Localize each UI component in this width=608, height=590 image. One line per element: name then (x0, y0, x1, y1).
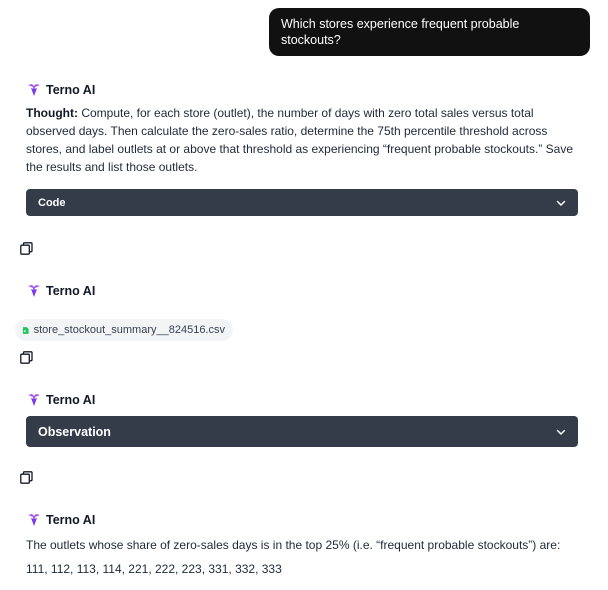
answer-text (26, 536, 596, 584)
csv-file-icon (23, 325, 29, 336)
file-name: store_stockout_summary__824516.csv (33, 324, 225, 336)
assistant-header (27, 82, 95, 98)
user-message-text: Which stores experience frequent probable stockouts? (281, 17, 520, 47)
observation-panel-toggle[interactable] (26, 416, 578, 447)
assistant-header (27, 512, 95, 528)
terno-logo-icon (27, 393, 41, 407)
assistant-name: Terno AI (46, 513, 96, 527)
assistant-header (27, 283, 95, 299)
observation-panel-label: Observation (38, 424, 111, 439)
code-panel-toggle[interactable] (26, 189, 578, 216)
thought-text (26, 104, 586, 176)
copy-icon[interactable] (20, 242, 33, 255)
terno-logo-icon (27, 284, 41, 298)
terno-logo-icon (27, 83, 41, 97)
answer-line-1: The outlets whose share of zero-sales days is in the top 25% (i.e. “frequent probable stockouts”) are: (26, 538, 561, 552)
assistant-name: Terno AI (46, 284, 96, 298)
assistant-name: Terno AI (46, 393, 96, 407)
file-attachment[interactable] (15, 319, 233, 341)
terno-logo-icon (27, 513, 41, 527)
answer-line-2: 111, 112, 113, 114, 221, 222, 223, 331, 332, 333 (26, 562, 282, 576)
copy-icon[interactable] (20, 471, 33, 484)
copy-icon[interactable] (20, 351, 33, 364)
code-panel-label: Code (38, 196, 66, 209)
thought-body: Compute, for each store (outlet), the number of days with zero total sales versus total observed days. Then calculate the zero-sales ratio, determine the 75th percentile threshold across stores, and label outlets at or above that threshold as experiencing “frequent probable stockouts.” Save the results and list those outlets. (26, 106, 573, 174)
user-message-bubble (269, 8, 590, 56)
chevron-down-icon (556, 198, 566, 208)
chevron-down-icon (556, 427, 566, 437)
assistant-name: Terno AI (46, 83, 96, 97)
assistant-header (27, 392, 95, 408)
thought-label: Thought: (26, 106, 78, 120)
